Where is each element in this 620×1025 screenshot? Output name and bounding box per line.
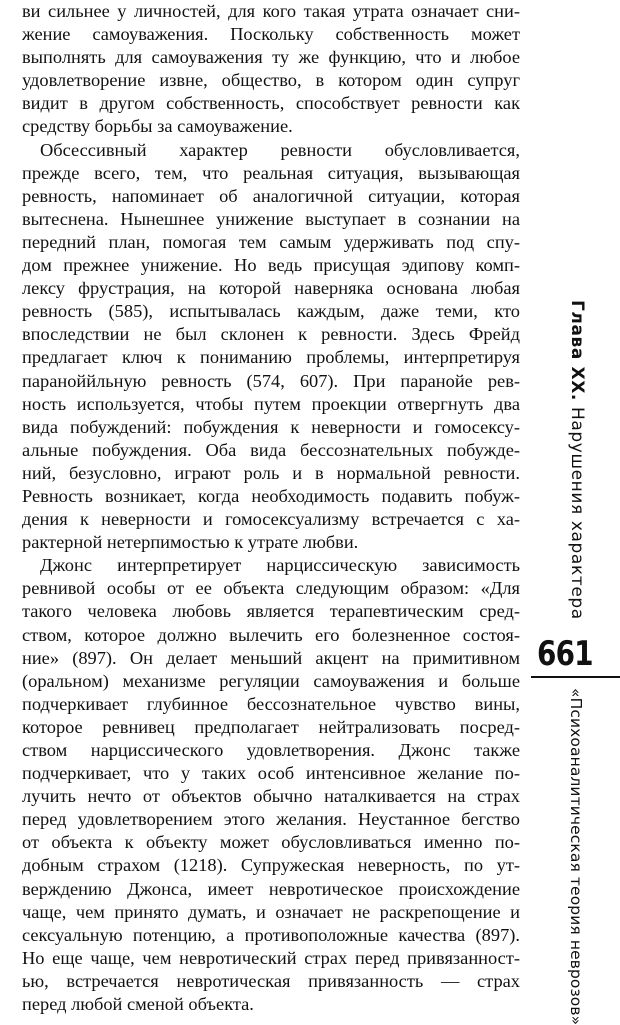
text-line: жение самоуважения. Поскольку собственность может: [22, 24, 520, 45]
text-line: перед удовлетворением этого желания. Неустанное бегство: [22, 809, 520, 830]
page-number: 661: [537, 634, 593, 674]
running-head-text: [567, 300, 587, 620]
text-line: дом прежнее унижение. Но ведь присущая эдипову комп-: [22, 255, 520, 276]
running-head: [559, 300, 589, 630]
text-line: дения к неверности и гомосексуализму встречается с ха-: [22, 509, 520, 530]
text-line: чаще, чем принято думать, и означает не раскрепощение и: [22, 901, 520, 922]
text-line: добным страхом (1218). Супружеская неверность, по ут-: [22, 855, 520, 876]
text-line: ревность (585), испытывалась каждым, даже теми, кто: [22, 301, 520, 322]
text-line: ний, безусловно, играют роль и в нормальной ревности.: [22, 462, 520, 483]
text-line: Обсессивный характер ревности обусловливается,: [40, 139, 520, 160]
text-line: прежде всего, тем, что реальная ситуация, вызывающая: [22, 162, 520, 183]
text-line: ством, которое должно вылечить его болезненное состоя-: [22, 624, 520, 645]
text-line: лучить нечто от объектов обычно наталкивается на страх: [22, 786, 520, 807]
text-line: перед любой сменой объекта.: [22, 994, 254, 1015]
text-line: ью, встречается невротическая привязанность — страх: [22, 970, 520, 991]
text-line: удовлетворение извне, общество, в котором один супруг: [22, 70, 520, 91]
text-line: ством нарциссического удовлетворения. Джонс также: [22, 740, 520, 760]
text-line: сексуальную потенцию, а противоположные качества (897).: [22, 924, 520, 945]
text-line: ность используется, чтобы путем проекции отвергнуть два: [22, 393, 520, 414]
text-line: передний план, помогая тем самым удерживать под спу-: [22, 231, 520, 252]
text-line: впоследствии не был склонен к ревности. Здесь Фрейд: [22, 324, 520, 345]
text-line: вытеснена. Нынешнее унижение выступает в сознании на: [22, 208, 520, 229]
text-line: Но еще чаще, чем невротический страх перед привязанност-: [22, 947, 520, 968]
text-line: выполнять для самоуважения ту же функцию, что и любое: [22, 47, 520, 68]
text-line: рактерной нетерпимостью к утрате любви.: [22, 532, 359, 553]
text-line: альные побуждения. Оба вида бессознательных побужде-: [22, 439, 520, 460]
text-line: ви сильнее у личностей, для кого такая утрата означает сни-: [22, 1, 520, 21]
chapter-label: Глава XX.: [567, 300, 587, 401]
text-line: такого человека любовь является терапевтическим сред-: [22, 601, 520, 622]
book-title-text: «Психоаналитическая теория неврозов»: [567, 688, 585, 1025]
text-line: (оральном) механизме регуляции самоуважения и больше: [22, 670, 520, 691]
text-line: ревность, напоминает об аналогичной ситуации, которая: [22, 185, 520, 206]
text-line: лексу фрустрация, на которой наверняка основана любая: [22, 278, 520, 299]
text-line: Ревность возникает, когда необходимость подавить побуж-: [22, 485, 520, 506]
text-line: от объекта к объекту может обусловливаться именно по-: [22, 832, 520, 853]
text-line: Джонс интерпретирует нарциссическую зависимость: [40, 555, 520, 576]
page-number-rule: [531, 676, 620, 678]
body-text: [22, 0, 520, 1016]
page-margin-column: [527, 0, 620, 1025]
chapter-title: Нарушения характера: [567, 407, 587, 620]
text-line: видит в другом собственность, способствует ревности как: [22, 93, 520, 114]
text-line: параноййльную ревность (574, 607). При паранойе рев-: [22, 370, 520, 391]
text-line: вида побуждений: побуждения к неверности и гомосексу-: [22, 416, 520, 437]
text-line: средству борьбы за самоуважение.: [22, 116, 293, 137]
text-line: которое ревнивец предполагает нейтрализовать посред-: [22, 716, 520, 737]
book-title: [559, 688, 589, 1025]
text-line: верждению Джонса, имеет невротическое происхождение: [22, 878, 520, 899]
text-line: подчеркивает, что у таких особ интенсивное желание по-: [22, 763, 520, 784]
text-line: ревнивой особы от ее объекта следующим образом: «Для: [22, 578, 520, 599]
text-line: предлагает ключ к пониманию проблемы, интерпретируя: [22, 347, 520, 368]
text-line: подчеркивает глубинное бессознательное чувство вины,: [22, 693, 520, 714]
text-line: ние» (897). Он делает меньший акцент на примитивном: [22, 647, 520, 668]
